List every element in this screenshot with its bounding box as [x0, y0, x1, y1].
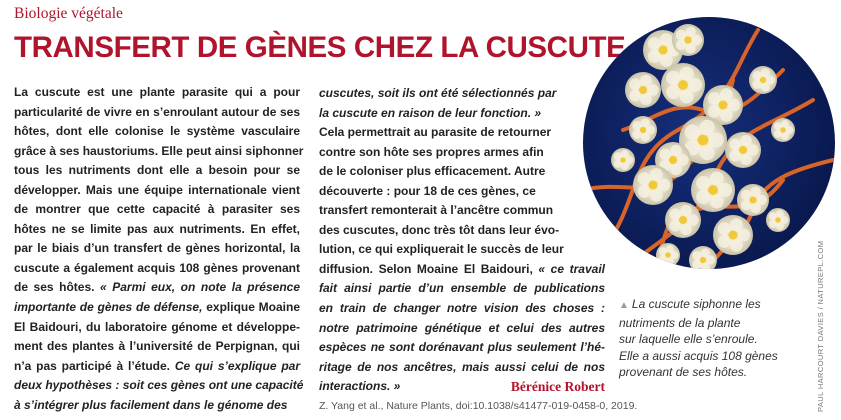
petal-shape	[766, 76, 775, 85]
petal-shape	[708, 105, 721, 118]
text-run: hôtes, dont elle colonise le système vasculaire	[14, 124, 300, 139]
text-run: « Parmi eux, on note la présence	[94, 280, 300, 295]
text-run: importante de gènes de défense,	[14, 300, 203, 315]
closing-line	[319, 377, 605, 397]
petal-shape	[757, 195, 767, 205]
petal-shape	[666, 257, 674, 265]
petal-shape	[740, 154, 752, 166]
text-run: en train de changer notre vision des choses :	[319, 301, 605, 316]
text-line	[319, 299, 605, 319]
flower-center-shape	[679, 216, 687, 224]
photo-credit: PAUL HARCOURT DAVIES / NATUREPL.COM	[816, 240, 825, 412]
text-line	[319, 162, 605, 182]
flower-center-shape	[760, 77, 766, 83]
flower-center-shape	[739, 146, 747, 154]
text-run: cuscutes, soit ils ont été sélectionnés par	[319, 86, 557, 100]
flower-center-shape	[640, 127, 646, 133]
petal-shape	[718, 235, 731, 248]
petal-shape	[752, 80, 761, 89]
text-line	[319, 240, 605, 260]
text-line	[319, 338, 605, 358]
text-line	[14, 259, 300, 279]
petal-shape	[648, 37, 661, 50]
flower-center-shape	[665, 252, 670, 257]
text-line	[14, 103, 300, 123]
petal-shape	[701, 248, 710, 257]
petal-shape	[660, 54, 673, 67]
petal-shape	[686, 43, 696, 53]
text-run: ritage de nos ancêtres, mais aussi celui de nos	[319, 359, 605, 374]
text-line	[14, 200, 300, 220]
petal-shape	[696, 176, 710, 190]
caption-text: provenant de ses hôtes.	[619, 365, 748, 379]
petal-shape	[761, 68, 770, 77]
text-line	[14, 337, 300, 357]
text-line	[14, 122, 300, 142]
petal-shape	[676, 30, 686, 40]
flower-center-shape	[775, 217, 780, 222]
text-run: fait ainsi partie d’un ensemble de publications	[319, 281, 605, 296]
petal-shape	[741, 200, 751, 210]
text-run: notre patrimoine génétique et celui des autres	[319, 320, 605, 335]
petal-shape	[786, 126, 794, 134]
petal-shape	[774, 122, 782, 130]
petal-shape	[677, 154, 689, 166]
petal-shape	[751, 203, 761, 213]
text-run: de montrer que cette capacité à parasiter ses	[14, 202, 300, 217]
petal-shape	[720, 88, 733, 101]
text-run: grâce à ses haustoriums. Elle peut ainsi siphonner	[14, 143, 304, 158]
petal-shape	[710, 171, 724, 185]
article-column-2	[319, 84, 638, 416]
text-run: Cela permettrait au parasite de retourner	[319, 125, 552, 140]
petal-shape	[614, 152, 622, 160]
petal-shape	[761, 83, 770, 92]
text-line	[14, 239, 300, 259]
petal-shape	[646, 126, 655, 135]
petal-shape	[741, 190, 751, 200]
petal-shape	[781, 216, 789, 224]
text-line	[319, 358, 605, 378]
text-run: de le coloniser plus efficacement. Autre	[319, 164, 546, 179]
flower-center-shape	[698, 135, 709, 146]
petal-shape	[701, 263, 710, 272]
text-line	[319, 104, 605, 124]
cuscuta-photo	[583, 10, 837, 280]
petal-shape	[752, 71, 761, 80]
text-line	[14, 142, 304, 162]
text-run: par le biais d’un transfert de gènes horizontal, la	[14, 241, 300, 256]
petal-shape	[692, 35, 702, 45]
text-run: des cuscutes, donc très tôt dans leur évo-	[319, 222, 560, 237]
text-line	[319, 201, 605, 221]
petal-shape	[729, 150, 741, 162]
caption-text: Elle a aussi acquis 108 gènes	[619, 348, 778, 363]
text-run: lution, ce qui expliquerait le succès de leur	[319, 242, 564, 257]
petal-shape	[659, 247, 667, 255]
cuscuta-flowers-illustration	[583, 10, 837, 280]
petal-shape	[687, 214, 699, 226]
petal-shape	[738, 229, 751, 242]
petal-shape	[709, 132, 724, 147]
flower-center-shape	[678, 80, 688, 90]
text-line	[319, 84, 605, 104]
text-run: El Baidouri, du laboratoire génome et développe-	[14, 319, 300, 334]
petal-shape	[685, 125, 700, 140]
photo-caption	[619, 296, 809, 381]
flower-center-shape	[669, 156, 677, 164]
text-line	[14, 161, 300, 181]
text-line	[319, 182, 605, 202]
caption-line	[619, 315, 809, 332]
text-run: diffusion. Selon Moaine El Baidouri,	[319, 261, 533, 276]
petal-shape	[776, 210, 784, 218]
article-headline: TRANSFERT DE GÈNES CHEZ LA CUSCUTE	[14, 31, 626, 64]
petal-shape	[730, 218, 743, 231]
text-run: cuscute a également acquis 108 gènes provenant	[14, 260, 300, 275]
petal-shape	[669, 208, 681, 220]
petal-shape	[626, 156, 634, 164]
flower-center-shape	[659, 46, 668, 55]
text-line	[319, 319, 605, 339]
petal-shape	[710, 194, 724, 208]
petal-shape	[774, 130, 782, 138]
text-run: n’a pas participé à l’étude.	[14, 358, 171, 373]
petal-shape	[648, 50, 661, 63]
petal-shape	[680, 66, 694, 80]
petal-shape	[688, 78, 702, 92]
text-line	[14, 318, 300, 338]
petal-shape	[621, 162, 629, 170]
petal-shape	[641, 118, 650, 127]
petal-shape	[671, 251, 679, 259]
text-line	[14, 396, 300, 416]
closing-quote: interactions. »	[319, 379, 401, 394]
article-column-1	[14, 83, 304, 415]
petal-shape	[638, 172, 651, 185]
text-line	[14, 278, 300, 298]
text-run: La cuscute est une plante parasite qui a pour	[14, 85, 300, 99]
petal-shape	[728, 99, 741, 112]
petal-shape	[650, 189, 663, 202]
section-rubric: Biologie végétale	[14, 5, 123, 22]
flower-center-shape	[708, 185, 718, 195]
text-line	[14, 83, 300, 103]
text-run: tous les nutriments dont elle a besoin pour se	[14, 163, 300, 178]
petal-shape	[781, 132, 789, 140]
petal-shape	[747, 144, 759, 156]
petal-shape	[670, 145, 682, 157]
text-line	[319, 260, 605, 280]
caption-line	[619, 331, 809, 348]
petal-shape	[718, 222, 731, 235]
text-line	[319, 123, 605, 143]
petal-shape	[751, 187, 761, 197]
petal-shape	[708, 92, 721, 105]
text-line	[14, 298, 300, 318]
petal-shape	[729, 138, 741, 150]
text-run: développer. Mais une équipe internationale vient	[14, 182, 300, 197]
text-run: explique Moaine	[202, 300, 301, 315]
petal-shape	[696, 190, 710, 204]
petal-shape	[676, 40, 686, 50]
text-line	[14, 376, 304, 396]
petal-shape	[666, 245, 674, 253]
text-run: découverte : pour 18 de ces gènes, ce	[319, 183, 536, 198]
petal-shape	[769, 212, 777, 220]
text-run: ment des plantes à l’université de Perpignan, qui	[14, 339, 300, 354]
petal-shape	[650, 168, 663, 181]
petal-shape	[614, 160, 622, 168]
text-run: particularité de vivre en s’enroulant autour de ses	[14, 104, 300, 119]
text-run: espèces ne sont dorénavant plus seulement l’hé-	[319, 340, 605, 355]
text-line	[14, 181, 300, 201]
petal-shape	[699, 145, 714, 160]
petal-shape	[669, 220, 681, 232]
triangle-up-icon: ▲	[619, 300, 629, 311]
petal-shape	[706, 256, 715, 265]
petal-shape	[680, 224, 692, 236]
flower-center-shape	[639, 86, 647, 94]
flower-center-shape	[684, 36, 691, 43]
petal-shape	[699, 120, 714, 135]
flower-center-shape	[729, 231, 738, 240]
petal-shape	[660, 33, 673, 46]
petal-shape	[680, 89, 694, 103]
caption-text: La cuscute siphonne les	[631, 297, 761, 311]
caption-text: sur laquelle elle s’enroule.	[619, 332, 758, 346]
text-line	[14, 220, 300, 240]
caption-line	[619, 348, 809, 365]
petal-shape	[632, 130, 641, 139]
author-signature: Bérénice Robert	[510, 379, 605, 395]
petal-shape	[659, 255, 667, 263]
text-run: la cuscute en raison de leur fonction. »	[319, 105, 542, 120]
petal-shape	[776, 222, 784, 230]
petal-shape	[659, 148, 671, 160]
text-line	[319, 143, 605, 163]
petal-shape	[692, 251, 701, 260]
petal-shape	[740, 135, 752, 147]
flower-center-shape	[780, 127, 785, 132]
flower-center-shape	[749, 196, 756, 203]
text-run: deux hypothèses : soit ces gènes ont une capacité	[14, 378, 304, 393]
petal-shape	[769, 220, 777, 228]
petal-shape	[692, 260, 701, 269]
petal-shape	[638, 185, 651, 198]
petal-shape	[718, 183, 732, 197]
flower-center-shape	[700, 257, 706, 263]
text-line	[319, 279, 605, 299]
text-line	[14, 357, 300, 377]
caption-line	[619, 364, 809, 381]
text-run: hôtes ne se limite pas aux nutriments. En effet,	[14, 221, 300, 236]
petal-shape	[781, 120, 789, 128]
petal-shape	[666, 85, 680, 99]
petal-shape	[629, 90, 641, 102]
text-run: de ses hôtes.	[14, 280, 95, 295]
petal-shape	[640, 75, 652, 87]
text-run: contre son hôte ses propres armes afin	[319, 144, 544, 159]
text-line	[319, 221, 605, 241]
flower-center-shape	[620, 157, 625, 162]
petal-shape	[680, 205, 692, 217]
petal-shape	[621, 150, 629, 158]
text-run: Ce qui s’explique par	[170, 358, 301, 373]
petal-shape	[720, 109, 733, 122]
petal-shape	[666, 71, 680, 85]
petal-shape	[658, 179, 671, 192]
petal-shape	[632, 121, 641, 130]
petal-shape	[647, 84, 659, 96]
petal-shape	[641, 133, 650, 142]
petal-shape	[730, 239, 743, 252]
flower-center-shape	[719, 101, 728, 110]
text-run: transfert remonterait à l’ancêtre commun	[319, 203, 554, 218]
petal-shape	[640, 94, 652, 106]
flower-center-shape	[649, 181, 658, 190]
petal-shape	[670, 164, 682, 176]
petal-shape	[629, 78, 641, 90]
text-run: à s’intégrer plus facilement dans le génome des	[14, 397, 288, 412]
study-reference: Z. Yang et al., Nature Plants, doi:10.1038/s41477-019-0458-0, 2019.	[319, 399, 638, 412]
caption-line	[619, 296, 809, 315]
petal-shape	[686, 27, 696, 37]
caption-text: nutriments de la plante	[619, 315, 741, 330]
text-run: « ce travail	[532, 261, 605, 276]
